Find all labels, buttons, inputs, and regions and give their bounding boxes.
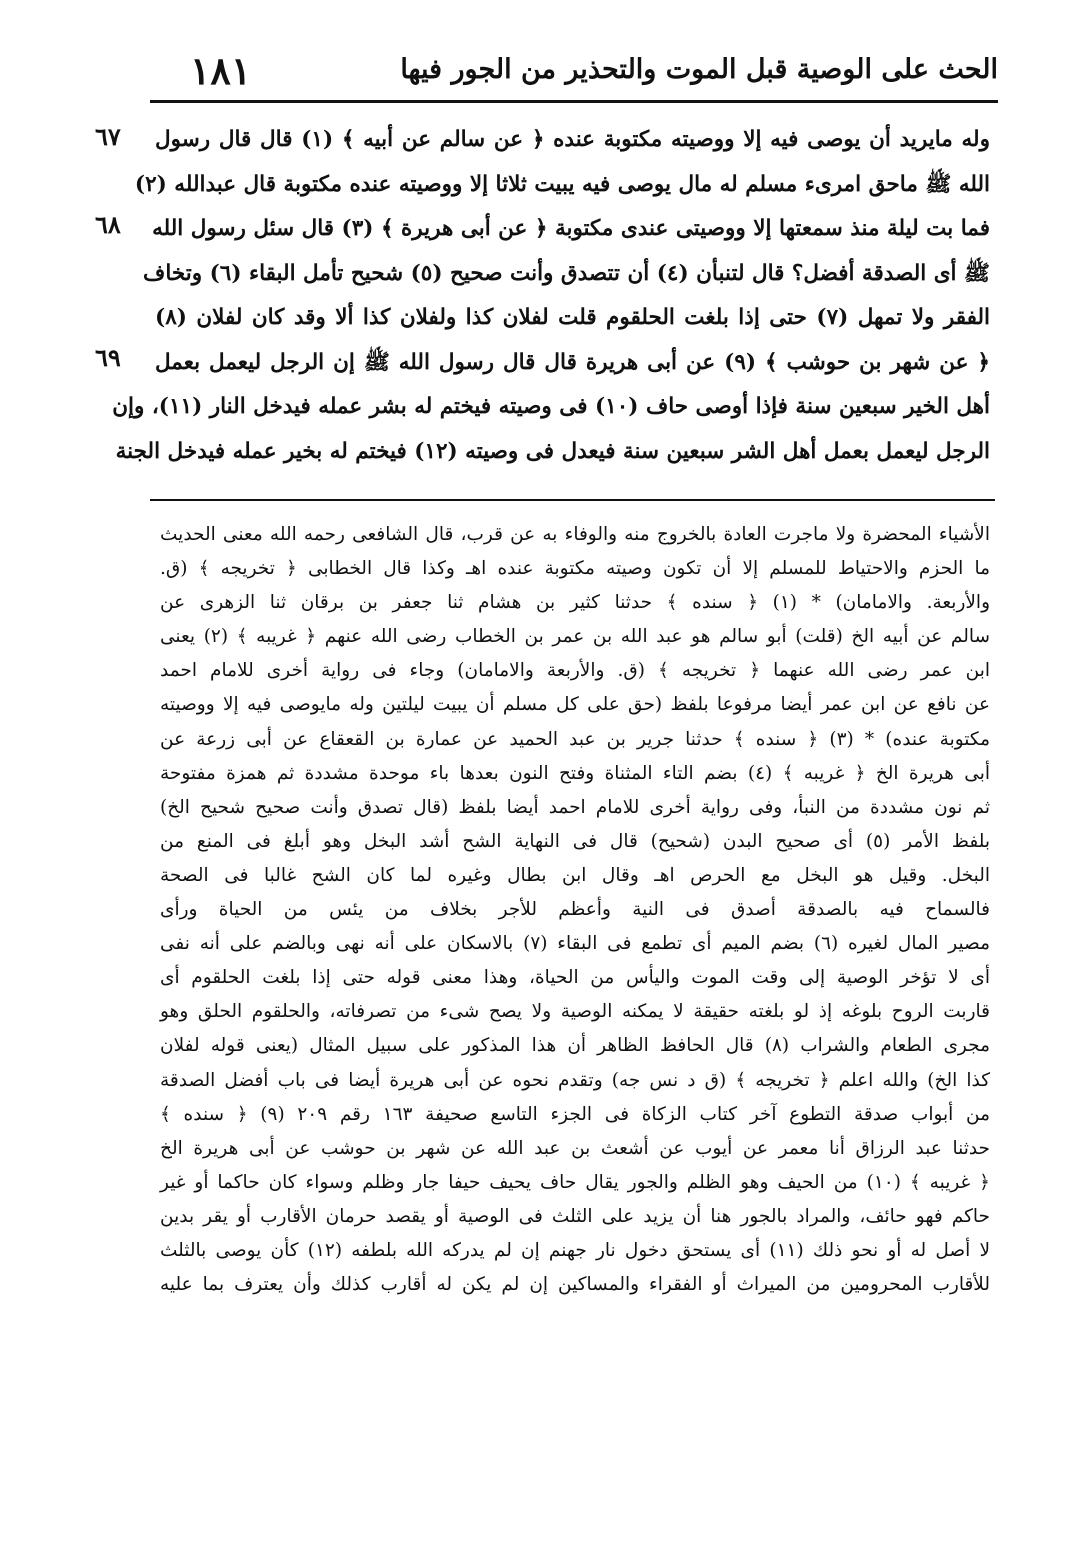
running-header <box>150 48 998 100</box>
footnote-line: الأشياء المحضرة ولا ماجرت العادة بالخروج منه والوفاء به عن قرب، قال الشافعى رحمه الله معنى الحديث <box>160 524 990 545</box>
main-text-line: ﷺ أى الصدقة أفضل؟ قال لتنبأن (٤) أن تتصدق وأنت صحيح (٥) شحيح تأمل البقاء (٦) وتخاف <box>143 260 990 286</box>
footnote-line: أى لا تؤخر الوصية إلى وقت الموت واليأس من الحياة، وهذا معنى قوله حتى إذا بلغت الحلقوم أى <box>160 967 990 989</box>
footnote-line: كذا الخ) والله اعلم ﴿ تخريجه ﴾ (ق د نس جه) وتقدم نحوه عن أبى هريرة أيضا فى باب أفضل الصدقة <box>160 1069 990 1091</box>
header-rule <box>150 100 998 103</box>
footnote-line: قاربت الروح بلوغه إذ لو بلغته حقيقة لا يمكنه الوصية ولا يصح شىء من تصرفاته، والحلقوم الحلق وهو <box>160 1001 990 1023</box>
main-text-line: وله مايريد أن يوصى فيه إلا ووصيته مكتوبة عنده ﴿ عن سالم عن أبيه ﴾ (١) قال قال رسول <box>155 127 990 152</box>
page-number: ١٨١ <box>190 48 252 93</box>
footnote-separator <box>150 499 995 501</box>
footnote-line: مصير المال لغيره (٦) بضم الميم أى تطمع فى البقاء (٧) بالاسكان على أنه نهى وبالضم على أنه نفى <box>160 933 990 955</box>
footnote-line: مكتوبة عنده) * (٣) ﴿ سنده ﴾ حدثنا جرير بن عبد الحميد عن عمارة بن القعقاع عن أبى زرعة عن <box>160 728 991 750</box>
main-text-line: فما بت ليلة منذ سمعتها إلا ووصيتى عندى مكتوبة ﴿ عن أبى هريرة ﴾ (٣) قال سئل رسول الله <box>152 216 990 241</box>
chapter-title: الحث على الوصية قبل الموت والتحذير من الجور فيها <box>400 54 998 85</box>
footnote-line: مجرى الطعام والشراب (٨) قال الحافظ الظاهر أن هذا المذكور على سبيل المثال (يعنى قوله لفلان <box>160 1035 990 1057</box>
footnote-line: حدثنا عبد الرزاق أنا معمر عن أيوب عن أشعث بن عبد الله عن شهر بن حوشب عن أبى هريرة الخ <box>160 1137 990 1159</box>
footnote-line: أبى هريرة الخ ﴿ غريبه ﴾ (٤) بضم التاء المثناة وفتح النون بعدها باء موحدة مشددة ثم همزة مفتوحة <box>160 762 991 784</box>
footnote-line: والأربعة. والامامان) * (١) ﴿ سنده ﴾ حدثنا كثير بن هشام ثنا جعفر بن برقان ثنا الزهرى عن <box>160 592 991 614</box>
main-text-line: الرجل ليعمل بعمل أهل الشر سبعين سنة فيعدل فى وصيته (١٢) فيختم له بخير عمله فيدخل الجنة <box>115 438 990 464</box>
footnote-line: عن نافع عن ابن عمر أيضا مرفوعا بلفظ (حق على كل مسلم أن يبيت ليلتين وله مايوصى فيه إلا ووصيته <box>160 694 990 716</box>
footnote-line: من أبواب صدقة التطوع آخر كتاب الزكاة فى الجزء التاسع صحيفة ١٦٣ رقم ٢٠٩ (٩) ﴿ سنده ﴾ <box>160 1103 990 1125</box>
footnote-line: بلفظ الأمر (٥) أى صحيح البدن (شحيح) قال فى النهاية الشح أشد البخل وهو أبلغ فى المنع من <box>160 830 990 852</box>
footnote-line: للأقارب المحرومين من الميراث أو الفقراء والمساكين إن لم يكن له أقارب كذلك وأن يعترف بما عليه <box>160 1274 990 1296</box>
footnote-line: البخل. وقيل هو البخل مع الحرص اهـ وقال ابن بطال وغيره لما كان الشح غالبا فى الصحة <box>160 864 990 886</box>
main-text-line: الفقر ولا تمهل (٧) حتى إذا بلغت الحلقوم قلت لفلان كذا ولفلان كذا ألا وقد كان لفلان (٨) <box>155 305 990 330</box>
footnote-line: فالسماح فيه بالصدقة أصدق فى النية وأعظم للأجر بخلاف من يئس من الحياة ورأى <box>160 899 990 921</box>
main-text-block <box>112 118 990 474</box>
footnote-line: ابن عمر رضى الله عنهما ﴿ تخريجه ﴾ (ق. والأربعة والامامان) وجاء فى رواية أخرى للامام احمد <box>160 660 990 682</box>
footnote-line: ما الحزم والاحتياط للمسلم إلا أن تكون وصيته مكتوبة عنده اهـ وكذا قال الخطابى ﴿ تخريجه ﴾ (ق. <box>160 558 990 580</box>
main-text-line: ﴿ عن شهر بن حوشب ﴾ (٩) عن أبى هريرة قال قال رسول الله ﷺ إن الرجل ليعمل بعمل <box>155 349 990 375</box>
hadith-number: ٦٧ <box>95 122 121 151</box>
footnote-line: سالم عن أبيه الخ (قلت) أبو سالم هو عبد الله بن عمر بن الخطاب رضى الله عنهم ﴿ غريبه ﴾ (٢) يعنى <box>160 626 990 648</box>
hadith-number: ٦٩ <box>95 343 121 372</box>
footnote-line: حاكم فهو حائف، والمراد بالجور هنا أن يزيد على الثلث فى الوصية أو يقصد حرمان الأقارب أو يقر بدين <box>160 1205 990 1227</box>
main-text-line: الله ﷺ ماحق امرىء مسلم له مال يوصى فيه يبيت ثلاثا إلا ووصيته عنده مكتوبة قال عبدالله (٢) <box>134 171 990 197</box>
main-text-line: أهل الخير سبعين سنة فإذا أوصى حاف (١٠) فى وصيته فيختم له بشر عمله فيدخل النار (١١)، وإن <box>112 394 990 419</box>
hadith-number: ٦٨ <box>95 210 121 239</box>
footnote-line: لا أصل له أو نحو ذلك (١١) أى يستحق دخول نار جهنم إن لم يدركه الله بلطفه (١٢) كأن يوصى بالثلث <box>160 1239 990 1261</box>
footnote-line: ﴿ غريبه ﴾ (١٠) من الحيف وهو الظلم والجور يقال حاف يحيف حيفا جار وظلم وسواء كان حاكما أو غير <box>160 1171 990 1193</box>
footnote-line: ثم نون مشددة من النبأ، وفى رواية أخرى للامام احمد أيضا بلفظ (قال تصدق وأنت صحيح شحيح الخ) <box>160 796 990 818</box>
footnotes-block <box>160 518 990 1302</box>
